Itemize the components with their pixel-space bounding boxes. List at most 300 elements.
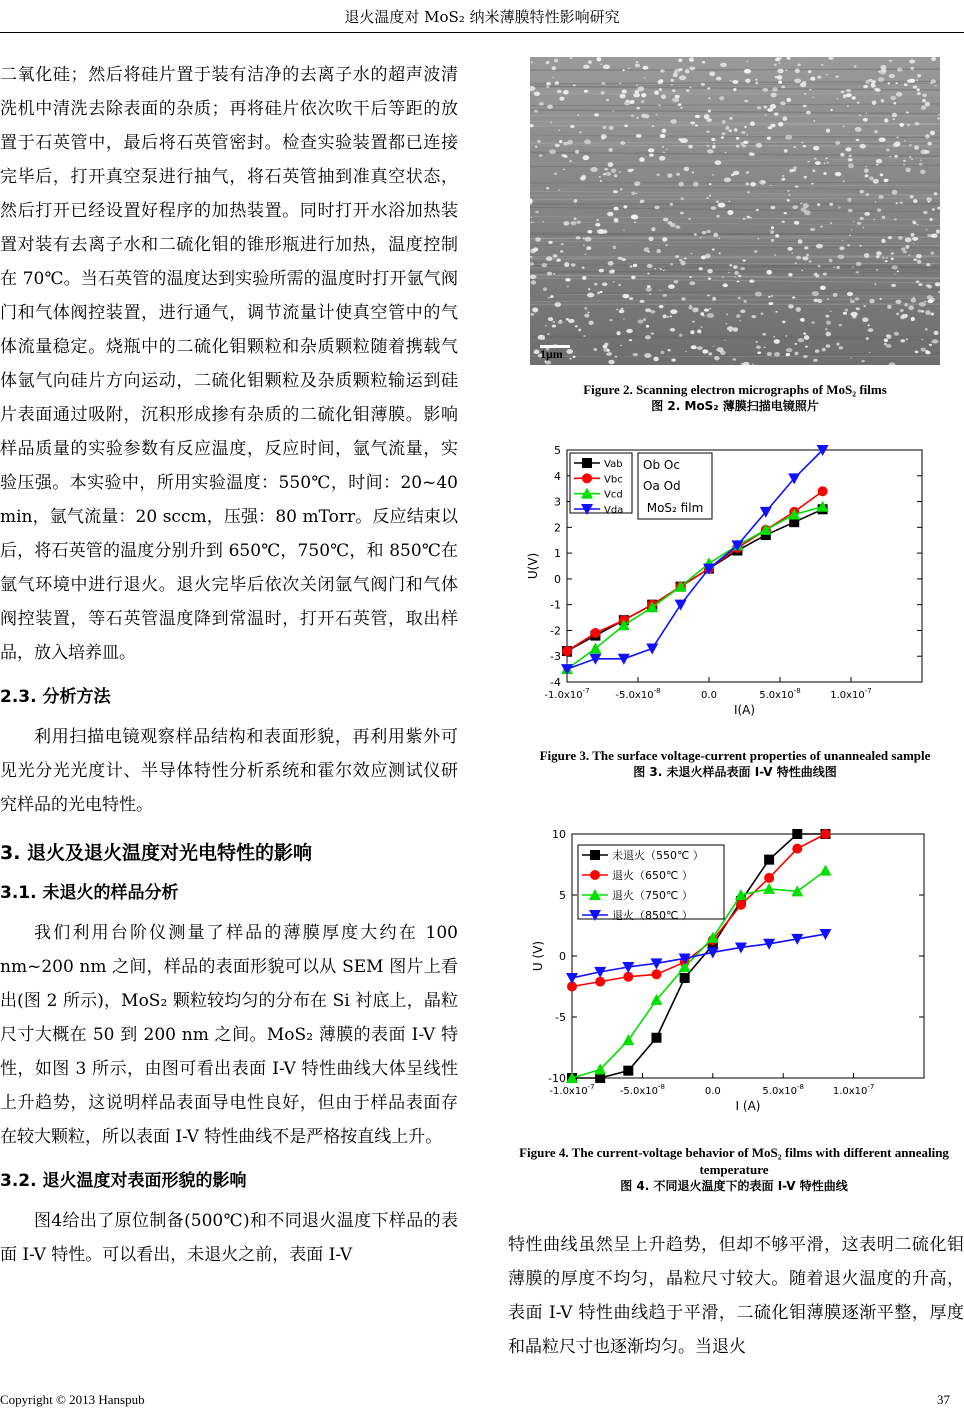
sem-grain [742, 145, 747, 148]
sem-grain [917, 88, 920, 91]
sem-grain [906, 168, 911, 173]
sem-grain [530, 256, 532, 258]
sem-grain [837, 255, 844, 259]
sem-grain [935, 85, 937, 87]
sem-grain [922, 94, 927, 97]
sem-grain [695, 115, 700, 118]
sem-grain [825, 328, 827, 330]
sem-grain [825, 332, 831, 337]
sem-grain [822, 348, 826, 352]
sem-grain [825, 158, 827, 160]
sem-grain [847, 244, 850, 246]
sem-grain [533, 247, 538, 251]
sem-grain [676, 173, 680, 176]
sem-grain [806, 254, 809, 257]
sem-grain [814, 158, 816, 160]
sem-grain [681, 197, 684, 200]
sem-grain [838, 206, 841, 208]
x-axis-label: I(A) [733, 703, 756, 717]
sem-grain [911, 159, 913, 160]
sem-grain [656, 249, 660, 253]
sem-grain [719, 96, 724, 100]
sem-grain [756, 143, 763, 148]
sem-grain [889, 74, 895, 78]
sem-grain [538, 335, 545, 340]
sem-grain [594, 348, 598, 351]
sem-grain [873, 179, 879, 184]
y-tick-label: 10 [552, 828, 566, 841]
sem-grain [542, 221, 544, 223]
sem-grain [695, 124, 698, 126]
sem-grain [773, 336, 775, 338]
sem-grain [656, 173, 660, 176]
sem-grain [620, 345, 621, 346]
sem-grain [648, 237, 653, 242]
sem-grain [919, 302, 926, 307]
sem-grain [705, 254, 711, 259]
sem-grain [554, 59, 558, 63]
sem-grain [643, 318, 646, 321]
sem-grain [880, 298, 882, 300]
sem-grain [825, 315, 829, 318]
sem-grain [795, 69, 800, 73]
legend-label: Vcd [604, 489, 623, 501]
data-point [820, 829, 830, 839]
sem-grain [777, 75, 782, 80]
sem-grain [619, 310, 625, 314]
sem-grain [594, 113, 599, 116]
sem-grain [574, 217, 577, 220]
sem-grain [709, 183, 712, 185]
sem-grain [583, 155, 590, 160]
sem-grain [934, 331, 939, 335]
figure-4-chart [520, 822, 950, 1127]
sem-grain [700, 326, 702, 327]
sem-grain [856, 307, 860, 310]
sem-grain [600, 180, 602, 182]
figure-4-caption-en: Figure 4. The current-voltage behavior of MoS₂ films with different annealing temperature [519, 1145, 949, 1177]
sem-grain [626, 329, 633, 333]
sem-grain [743, 218, 746, 220]
sem-grain [798, 338, 805, 342]
sem-grain [700, 312, 704, 316]
sem-grain [675, 255, 679, 258]
sem-grain [633, 264, 637, 267]
sem-grain [930, 131, 935, 135]
sem-grain [583, 65, 589, 69]
sem-grain [764, 347, 766, 348]
sem-grain [894, 274, 895, 275]
sem-grain [531, 61, 533, 63]
sem-grain [767, 137, 771, 140]
sem-grain [668, 284, 675, 289]
sem-grain [836, 75, 839, 77]
sem-grain [722, 120, 726, 124]
sem-grain [700, 237, 702, 238]
sem-grain [785, 335, 787, 337]
sem-grain [749, 152, 754, 156]
sem-grain [804, 176, 807, 179]
sem-grain [867, 324, 870, 326]
sem-grain [791, 252, 793, 254]
sem-grain [653, 357, 658, 362]
sem-grain [552, 324, 556, 327]
sem-grain [679, 75, 686, 80]
data-point [819, 865, 831, 876]
sem-texture [530, 57, 940, 365]
sem-grain [868, 328, 874, 332]
sem-grain [746, 171, 749, 174]
sem-grain [803, 203, 809, 208]
sem-grain [692, 172, 695, 174]
sem-grain [709, 71, 715, 76]
sem-grain [772, 124, 776, 127]
sem-grain [708, 278, 711, 280]
sem-grain [937, 118, 940, 120]
sem-grain [631, 114, 634, 117]
sem-grain [896, 312, 899, 315]
sem-grain [845, 147, 851, 151]
sem-grain [740, 267, 745, 270]
legend-label: 退火（750℃ ） [612, 889, 693, 902]
x-tick-label: 0.0 [701, 690, 717, 701]
sem-grain [563, 142, 569, 146]
sem-grain [636, 61, 639, 63]
sem-grain [606, 99, 609, 102]
sem-grain [692, 321, 694, 323]
sem-grain [552, 77, 554, 79]
sem-grain [561, 251, 563, 253]
sem-grain [534, 110, 538, 113]
sem-grain [603, 126, 607, 129]
sem-grain [747, 134, 749, 135]
sem-grain [714, 356, 719, 361]
sem-grain [678, 138, 682, 141]
sem-grain [800, 318, 803, 321]
sem-grain [675, 95, 680, 98]
sem-grain [582, 267, 585, 269]
sem-grain [892, 190, 898, 195]
sem-grain [579, 131, 582, 133]
sem-grain [765, 114, 767, 115]
sem-grain [553, 254, 558, 258]
paragraph-experiment: 二氧化硅；然后将硅片置于装有洁净的去离子水的超声波清洗机中清洗去除表面的杂质；再将硅片依次吹干后等距的放置于石英管中，最后将石英管密封。检查实验装置都已连接完毕后，打开真空泵进行抽气，将石英管抽到准真空状态，然后打开已经设置好程序的加热装置。同时打开水浴加热装置对装有去离子水和二硫化钼的锥形瓶进行加热，温度控制在 70℃。当石英管的温度达到实验所需的温度时打开氩气阀门和气体阀控装置，进行通气，调节流量计使真空管中的气体流量稳定。烧瓶中的二硫化钼颗粒和杂质颗粒随着携载气体氩气向硅片方向运动，二硫化钼颗粒及杂质颗粒输运到硅片表面通过吸附，沉积形成掺有杂质的二硫化钼薄膜。影响样品质量的实验参数有反应温度，反应时间，氩气流量，实验压强。本实验中，所用实验温度：550℃，时间：20~40 min，氩气流量：20 sccm，压强：80 mTorr。反应结束以后，将石英管的温度分别升到 650℃，750℃，和 850℃在氩气环境中进行退火。退火完毕后依次关闭氩气阀门和气体阀控装置，等石英管温度降到常温时，打开石英管，取出样品，放入培养皿。 [0, 65, 458, 663]
sem-grain [770, 206, 775, 210]
x-tick-label: $1.0x10^{-7}$ [830, 687, 872, 701]
sem-grain [771, 295, 774, 297]
sem-grain [736, 145, 740, 148]
sem-grain [792, 296, 795, 298]
sem-grain [876, 159, 882, 163]
sem-grain [715, 160, 722, 165]
sem-grain [913, 85, 918, 88]
sem-grain [775, 234, 779, 238]
sem-grain [633, 353, 638, 356]
sem-grain [936, 230, 940, 234]
sem-grain [755, 82, 758, 85]
sem-grain [557, 90, 562, 94]
sem-grain [813, 146, 819, 151]
sem-grain [813, 120, 815, 122]
sem-grain [829, 259, 833, 263]
sem-grain [920, 160, 921, 161]
sem-grain [644, 353, 651, 358]
sem-grain [916, 79, 918, 81]
sem-grain [848, 209, 853, 213]
sem-grain [608, 261, 614, 266]
sem-grain [716, 77, 721, 81]
sem-grain [812, 97, 814, 98]
sem-grain [863, 227, 865, 228]
sem-grain [875, 88, 881, 92]
sem-grain [734, 128, 738, 131]
sem-grain [623, 205, 627, 208]
sem-grain [787, 247, 792, 251]
series-0 [562, 504, 828, 656]
sem-grain [927, 295, 933, 299]
sem-grain [804, 93, 807, 95]
sem-grain [915, 122, 920, 126]
sem-grain [535, 237, 541, 241]
sem-grain [660, 69, 664, 72]
sem-grain [890, 96, 896, 100]
sem-grain [899, 123, 904, 127]
sem-grain [821, 64, 824, 66]
sem-grain [680, 212, 684, 215]
data-point [590, 628, 600, 638]
sem-grain [929, 218, 932, 221]
section-3-2-heading: 3.2. 退火温度对表面形貌的影响 [0, 1171, 247, 1191]
sem-grain [882, 257, 884, 259]
sem-grain [897, 67, 902, 71]
sem-grain [745, 182, 749, 185]
sem-grain [589, 321, 594, 325]
sem-grain [534, 92, 540, 96]
sem-grain [577, 220, 581, 223]
sem-grain [619, 94, 625, 99]
right-column-text: 特性曲线虽然呈上升趋势，但却不够平滑，这表明二硫化钼薄膜的厚度不均匀，晶粒尺寸较大。随着退火温度的升高，表面 I-V 特性曲线趋于平滑，二硫化钼薄膜逐渐平整，厚度和晶粒尺寸也逐渐均匀。当退火 [508, 1235, 964, 1357]
sem-grain [860, 245, 862, 247]
sem-grain [927, 142, 932, 146]
sem-grain [648, 251, 650, 253]
sem-grain [768, 302, 773, 305]
sem-grain [833, 267, 835, 269]
sem-grain [911, 233, 915, 237]
sem-grain [670, 309, 677, 314]
header-divider [0, 32, 964, 33]
sem-grain [882, 216, 886, 219]
sem-grain [827, 162, 829, 164]
sem-grain [908, 255, 910, 256]
sem-grain [879, 137, 886, 142]
sem-grain [875, 201, 876, 202]
sem-grain [817, 203, 820, 206]
running-header: 退火温度对 MoS₂ 纳米薄膜特性影响研究 [344, 8, 620, 26]
sem-grain [570, 57, 572, 59]
sem-grain [565, 278, 570, 282]
sem-grain [583, 245, 585, 246]
sem-grain [673, 72, 678, 77]
sem-grain [554, 173, 557, 175]
sem-grain [537, 140, 540, 142]
paragraph-annealing-morphology: 图4给出了原位制备(500℃)和不同退火温度下样品的表面 I-V 特性。可以看出，未退火之前，表面 I-V [0, 1211, 458, 1265]
sem-grain [564, 262, 569, 267]
sem-grain [634, 181, 640, 185]
sem-grain [568, 319, 575, 323]
sem-grain [649, 154, 654, 157]
sem-grain [619, 171, 621, 173]
sem-grain [663, 152, 665, 154]
sem-grain [587, 293, 594, 298]
sem-grain [547, 333, 549, 335]
sem-grain [711, 206, 717, 210]
sem-grain [810, 228, 815, 231]
sem-grain [848, 163, 854, 168]
sem-grain [654, 90, 659, 94]
sem-grain [837, 266, 840, 269]
sem-grain [793, 166, 797, 169]
sem-grain [689, 87, 691, 89]
sem-grain [926, 263, 930, 266]
sem-grain [926, 284, 930, 287]
sem-micrograph [530, 57, 940, 365]
legend-label: Vbc [604, 474, 623, 486]
sem-grain [864, 212, 870, 216]
sem-grain [892, 265, 898, 269]
sem-grain [811, 321, 814, 324]
sem-grain [782, 178, 786, 181]
sem-grain [607, 349, 610, 352]
sem-grain [601, 137, 604, 140]
sem-grain [719, 252, 721, 254]
sem-grain [629, 339, 632, 341]
sem-grain [727, 326, 734, 331]
sem-grain [596, 57, 601, 61]
x-tick-label: $1.0x10^{-7}$ [832, 1083, 875, 1097]
sem-grain [909, 59, 915, 63]
sem-grain [626, 100, 630, 102]
sem-grain [817, 76, 821, 79]
sem-grain [658, 104, 661, 106]
sem-grain [638, 320, 644, 324]
section-2-3-heading: 2.3. 分析方法 [0, 687, 111, 707]
sem-grain [826, 344, 831, 347]
sem-grain [813, 359, 818, 362]
series-3 [566, 929, 831, 984]
sem-grain [909, 156, 911, 158]
sem-grain [623, 69, 625, 71]
sem-grain [852, 315, 856, 319]
y-tick-label: 1 [554, 547, 561, 561]
sem-grain [866, 337, 869, 340]
sem-grain [702, 61, 705, 64]
sem-grain [670, 203, 673, 206]
sem-grain [820, 286, 826, 290]
sem-grain [645, 114, 650, 118]
sem-grain [904, 140, 905, 141]
sem-grain [595, 223, 600, 226]
sem-grain [750, 121, 755, 126]
sem-grain [876, 269, 878, 271]
sem-grain [660, 351, 664, 354]
x-tick-label: $5.0x10^{-8}$ [762, 1083, 804, 1097]
sem-grain [886, 148, 890, 151]
sem-grain [796, 256, 801, 260]
sem-grain [607, 352, 612, 356]
y-tick-label: -2 [550, 624, 561, 638]
sem-grain [588, 312, 590, 314]
sem-grain [924, 301, 926, 303]
sem-grain [746, 216, 750, 219]
sem-grain [877, 208, 881, 212]
sem-grain [824, 163, 826, 164]
sem-grain [797, 64, 800, 66]
sem-grain [636, 84, 638, 86]
sem-grain [638, 86, 645, 91]
sem-grain [857, 102, 860, 104]
sem-grain [932, 339, 939, 343]
sem-grain [901, 248, 905, 251]
sem-grain [787, 190, 789, 192]
sem-grain [823, 273, 827, 276]
inset-row-top: Ob Oc [643, 458, 680, 472]
sem-grain [847, 105, 849, 107]
sem-grain [614, 218, 619, 223]
sem-grain [775, 311, 777, 313]
sem-grain [849, 155, 852, 158]
paragraph-analysis-method: 利用扫描电镜观察样品结构和表面形貌，再利用紫外可见光分光光度计、半导体特性分析系统和霍尔效应测试仪研究样品的光电特性。 [0, 727, 458, 815]
figure-2-caption-zh: 图 2. MoS₂ 薄膜扫描电镜照片 [651, 399, 819, 413]
sem-grain [721, 136, 724, 138]
sem-grain [642, 66, 648, 70]
sem-grain [566, 349, 573, 354]
sem-grain [708, 352, 712, 355]
sem-grain [859, 144, 865, 149]
sem-grain [850, 300, 855, 303]
sem-grain [909, 79, 915, 83]
sem-grain [784, 149, 788, 153]
sem-grain [729, 264, 732, 266]
sem-grain [546, 61, 550, 64]
sem-grain [534, 349, 540, 354]
sem-grain [864, 253, 870, 258]
sem-grain [770, 230, 774, 234]
sem-grain [771, 93, 777, 98]
sem-grain [693, 182, 699, 187]
sem-grain [856, 271, 859, 273]
sem-grain [808, 70, 812, 73]
sem-grain [896, 92, 902, 97]
sem-grain [584, 314, 589, 318]
legend-label: 退火（850℃ ） [612, 909, 693, 922]
sem-grain [582, 276, 587, 280]
sem-grain [839, 346, 843, 349]
sem-grain [900, 316, 905, 320]
legend-label: 退火（650℃ ） [612, 869, 693, 882]
sem-grain [563, 221, 569, 225]
sem-grain [584, 90, 588, 93]
sem-grain [884, 118, 888, 122]
sem-grain [678, 68, 682, 71]
sem-grain [911, 298, 917, 303]
y-tick-label: -5 [555, 1011, 566, 1024]
sem-grain [530, 313, 534, 316]
sem-grain [575, 150, 579, 154]
sem-grain [666, 149, 668, 151]
sem-grain [872, 80, 876, 83]
sem-grain [741, 131, 746, 134]
sem-grain [630, 265, 633, 268]
